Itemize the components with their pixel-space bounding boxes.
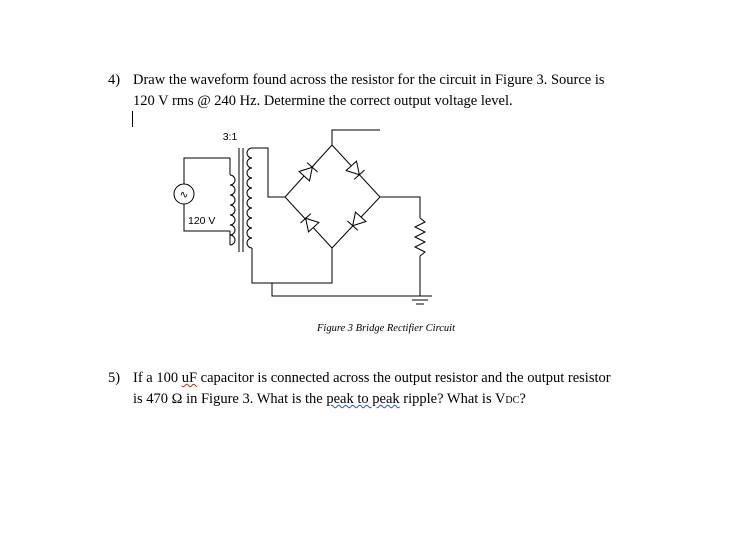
- question-4-line-1: Draw the waveform found across the resistor for the circuit in Figure 3. Source is: [133, 72, 605, 88]
- question-5-line-1: [133, 368, 611, 388]
- question-4-line-2: 120 V rms @ 240 Hz. Determine the correct output voltage level.: [133, 93, 513, 109]
- ac-source-icon: ∿: [179, 189, 189, 201]
- q5-text-a: If a 100: [133, 370, 182, 386]
- q5-text-c: is 470 Ω in Figure 3. What is the: [133, 391, 327, 407]
- question-4-number: 4): [108, 72, 121, 88]
- q5-peak-to-peak: peak to peak: [326, 391, 400, 407]
- question-5: [108, 368, 708, 410]
- question-5-line-2: [133, 389, 526, 411]
- source-voltage-label: 120 V: [188, 215, 216, 227]
- turns-ratio-label: 3:1: [222, 131, 238, 143]
- q5-text-d: ripple? What is V: [399, 391, 506, 407]
- q5-unit-uf: uF: [181, 370, 198, 386]
- figure-caption: Figure 3 Bridge Rectifier Circuit: [316, 323, 456, 334]
- q5-text-b: capacitor is connected across the output resistor and the output resistor: [197, 370, 611, 386]
- q5-subscript-dc: DC: [505, 395, 520, 406]
- q5-text-e: ?: [519, 391, 526, 407]
- question-5-number: 5): [108, 370, 121, 386]
